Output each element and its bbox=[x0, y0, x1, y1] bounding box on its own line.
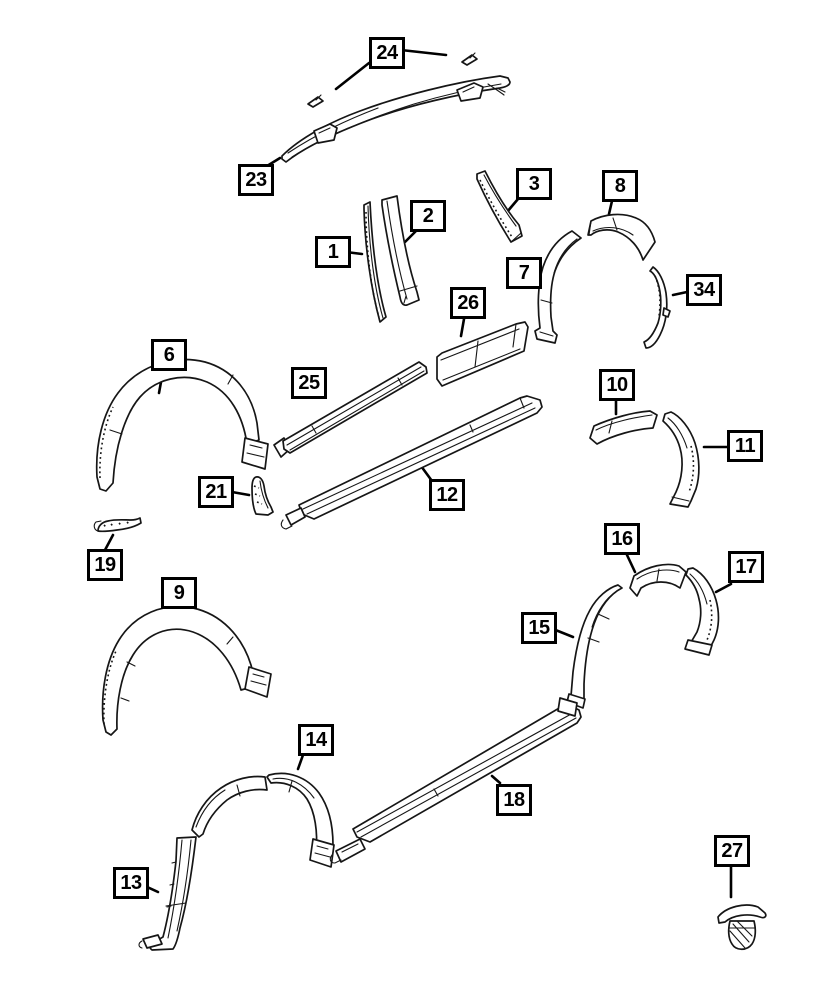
part-pillar-applique-1 bbox=[364, 202, 386, 322]
part-body-side-moulding-26 bbox=[437, 322, 528, 386]
leader-line-24b bbox=[401, 50, 446, 55]
part-wheel-arch-top-segment-8 bbox=[588, 214, 655, 260]
part-arch-end-moulding-17 bbox=[685, 568, 718, 655]
part-lower-bracket-19 bbox=[94, 518, 141, 531]
callout-15[interactable]: 15 bbox=[521, 612, 557, 644]
callout-24[interactable]: 24 bbox=[369, 37, 405, 69]
callout-14[interactable]: 14 bbox=[298, 724, 334, 756]
callout-2[interactable]: 2 bbox=[410, 200, 446, 232]
part-arch-front-segment-15 bbox=[567, 585, 622, 708]
callout-23[interactable]: 23 bbox=[238, 164, 274, 196]
part-end-bracket-21 bbox=[252, 477, 273, 515]
leader-line-18 bbox=[492, 776, 500, 783]
part-arch-end-moulding-11 bbox=[663, 412, 699, 507]
part-wheel-flare-14 bbox=[192, 773, 334, 867]
callout-9[interactable]: 9 bbox=[161, 577, 197, 609]
leader-line-24a bbox=[336, 63, 369, 89]
callout-34[interactable]: 34 bbox=[686, 274, 722, 306]
part-wheel-flare-9 bbox=[103, 606, 271, 735]
part-arch-top-segment-16 bbox=[630, 564, 686, 596]
callout-25[interactable]: 25 bbox=[291, 367, 327, 399]
callout-27[interactable]: 27 bbox=[714, 835, 750, 867]
part-wheel-flare-6 bbox=[97, 360, 268, 491]
part-sill-moulding-18 bbox=[330, 698, 581, 863]
part-retainer-clip-27 bbox=[718, 905, 766, 949]
part-roof-rail-clip-right bbox=[462, 53, 477, 65]
callout-19[interactable]: 19 bbox=[87, 549, 123, 581]
leader-line-26 bbox=[461, 319, 464, 336]
leader-line-2 bbox=[405, 231, 416, 242]
callout-18[interactable]: 18 bbox=[496, 784, 532, 816]
leader-line-17 bbox=[716, 584, 731, 592]
leader-line-19 bbox=[105, 535, 113, 550]
leader-line-8 bbox=[609, 201, 612, 214]
callout-10[interactable]: 10 bbox=[599, 369, 635, 401]
callout-16[interactable]: 16 bbox=[604, 523, 640, 555]
callout-11[interactable]: 11 bbox=[727, 430, 763, 462]
callout-13[interactable]: 13 bbox=[113, 867, 149, 899]
callout-12[interactable]: 12 bbox=[429, 479, 465, 511]
leader-line-14 bbox=[298, 755, 303, 769]
part-roof-rail-clip-left bbox=[308, 95, 323, 107]
part-roof-rail bbox=[282, 76, 510, 162]
part-sill-moulding-12 bbox=[281, 396, 542, 529]
callout-7[interactable]: 7 bbox=[506, 257, 542, 289]
leader-line-21 bbox=[232, 492, 249, 495]
callout-17[interactable]: 17 bbox=[728, 551, 764, 583]
callout-21[interactable]: 21 bbox=[198, 476, 234, 508]
callout-26[interactable]: 26 bbox=[450, 287, 486, 319]
part-pillar-strip-34 bbox=[644, 267, 670, 348]
part-moulding-segment-10 bbox=[590, 411, 657, 444]
callout-3[interactable]: 3 bbox=[516, 168, 552, 200]
leader-line-34 bbox=[673, 292, 687, 295]
leader-line-16 bbox=[627, 555, 635, 572]
callout-8[interactable]: 8 bbox=[602, 170, 638, 202]
callout-6[interactable]: 6 bbox=[151, 339, 187, 371]
callout-1[interactable]: 1 bbox=[315, 236, 351, 268]
